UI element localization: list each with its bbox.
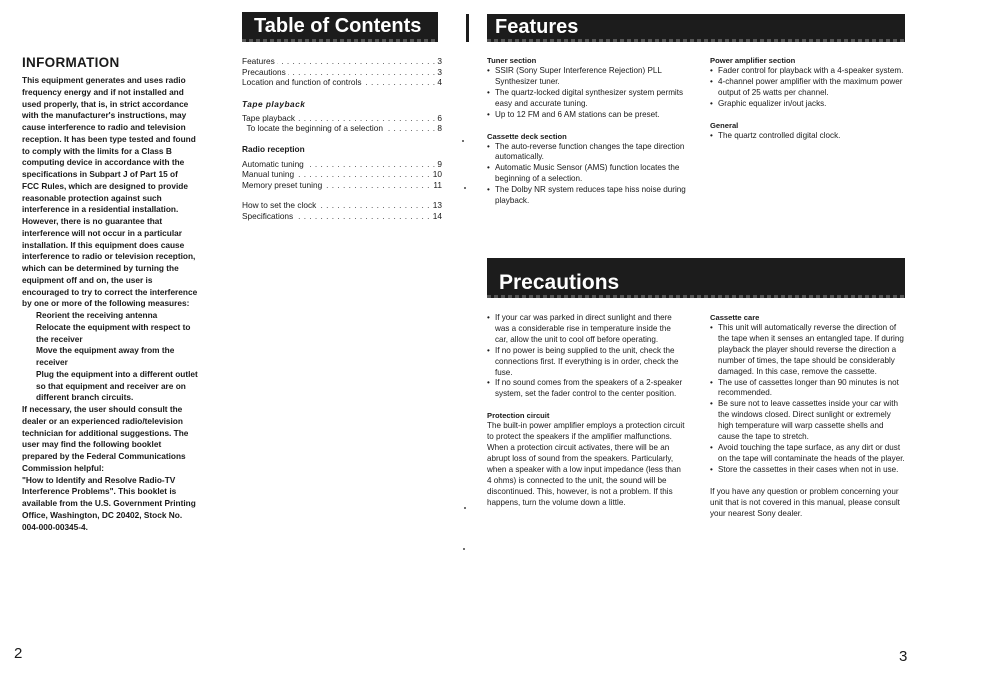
information-line: installation. If this equipment does cause <box>22 239 185 250</box>
information-line: interference in a residential installation. <box>22 204 179 215</box>
precautions-items-list <box>487 313 685 400</box>
information-line: specifications in Subpart J of Part 15 of <box>22 169 178 179</box>
toc-entry-page: 3 <box>437 66 442 77</box>
information-body <box>22 75 222 533</box>
information-line: reasonable protection against such <box>22 192 162 203</box>
toc-entry <box>242 113 442 124</box>
tuner-section-heading: Tuner section <box>487 56 537 65</box>
power-feature-item: • Fader control for playback with a 4-speaker system. <box>710 66 906 77</box>
information-line: interference to radio or television reception, <box>22 251 196 262</box>
toc-entry-page: 4 <box>437 77 442 87</box>
power-amplifier-heading: Power amplifier section <box>710 56 796 65</box>
interference-measure: the receiver <box>36 333 83 344</box>
tuner-feature-item: • The quartz-locked digital synthesizer system permits easy and accurate tuning. <box>487 88 687 110</box>
closing-note: If you have any question or problem concerning your unit that is not covered in this manual, please consult your nearest Sony dealer. <box>710 486 900 518</box>
information-line: which can be determined by turning the <box>22 263 179 273</box>
information-line: prepared by the Federal Communications <box>22 451 186 461</box>
toc-entry-title: Tape playback <box>242 112 296 123</box>
interference-measure: different branch circuits. <box>36 392 134 403</box>
precaution-item: • If no sound comes from the speakers of a 2-speaker system, set the fader control to the center position. <box>487 378 685 400</box>
toc-entry-title: Location and function of controls <box>242 77 362 87</box>
information-line: to comply with the limits for a Class B <box>22 145 172 156</box>
toc-entry-title: How to set the clock <box>242 200 317 210</box>
cassette-care-item: • This unit will automatically reverse the direction of the tape when it senses an entangled tape. If during playback the player should reverse the direction a number of times, the tape should be considerably damaged. In this case, remove the cassette. <box>710 323 906 378</box>
interference-measure: Reorient the receiving antenna <box>36 310 158 320</box>
toc-radio-heading: Radio reception <box>242 143 305 154</box>
information-line: computing device in accordance with the <box>22 157 185 168</box>
toc-entry-page: 6 <box>437 112 442 123</box>
print-speck <box>462 140 464 142</box>
information-heading: INFORMATION <box>22 55 120 70</box>
toc-entry <box>242 67 442 78</box>
features-banner-title: Features <box>495 16 579 38</box>
information-line: reception. It has been type tested and found <box>22 133 196 144</box>
protection-circuit-heading: Protection circuit <box>487 411 550 421</box>
cassette-care-item: • Store the cassettes in their cases when not in use. <box>710 465 906 476</box>
toc-entry-title: Automatic tuning <box>242 158 304 169</box>
toc-entry <box>242 77 442 88</box>
page-number-left: 2 <box>14 645 23 662</box>
precaution-item: • If your car was parked in direct sunlight and there was a considerable rise in temperature inside the car, allow the unit to cool off before operating. <box>487 313 685 346</box>
information-line: used properly, that is, in strict accordance <box>22 98 189 109</box>
toc-entry-page: 10 <box>432 169 442 179</box>
tuner-items-list <box>487 66 687 121</box>
information-line: If necessary, the user should consult the <box>22 404 183 414</box>
toc-entry-title: Specifications <box>242 210 294 221</box>
information-line: user may find the following booklet <box>22 439 162 450</box>
toc-entry-title: Memory preset tuning <box>242 179 323 190</box>
cassette-care-item: • Avoid touching the tape surface, as any dirt or dust on the tape will contaminate the heads of the player. <box>710 443 906 465</box>
toc-entry-page: 14 <box>432 210 442 221</box>
toc-entry-title: Precautions <box>242 66 286 77</box>
information-section <box>22 55 222 533</box>
toc-entry-title: Features <box>242 56 275 66</box>
print-speck <box>463 548 465 550</box>
toc-entry-page: 8 <box>437 123 442 133</box>
toc-entry <box>242 200 442 211</box>
cassette-feature-item: • The Dolby NR system reduces tape hiss noise during playback. <box>487 185 687 207</box>
information-line: Interference Problems". This booklet is <box>22 486 177 497</box>
information-line: Commission helpful: <box>22 462 105 473</box>
tuner-feature-item: • SSIR (Sony Super Interference Rejection) PLL Synthesizer tuner. <box>487 66 687 88</box>
toc-tape-heading: Tape playback <box>242 98 306 109</box>
interference-measure: receiver <box>36 357 68 367</box>
precaution-item: • If no power is being supplied to the unit, check the connections first. If everything is in order, check the fuse. <box>487 346 685 379</box>
information-line: technician for additional suggestions. The <box>22 427 189 438</box>
features-banner <box>487 14 905 42</box>
interference-measure: so that equipment and receiver are on <box>36 380 186 391</box>
precautions-banner-title: Precautions <box>499 271 620 294</box>
interference-measure: Move the equipment away from the <box>36 345 175 356</box>
cassette-items-list <box>487 142 687 207</box>
cassette-care-item: • Be sure not to leave cassettes inside your car with the windows closed. Direct sunlight or extremely high temperature will warp cassette shells and cause the tape to stretch. <box>710 399 906 443</box>
toc-entry <box>242 180 442 191</box>
information-line: by one or more of the following measures: <box>22 298 190 309</box>
information-line: cause interference to radio and television <box>22 122 186 132</box>
information-line: with the manufacturer's instructions, may <box>22 110 187 121</box>
toc-entry <box>242 159 442 170</box>
cassette-feature-item: • Automatic Music Sensor (AMS) function locates the beginning of a selection. <box>487 163 687 185</box>
toc-entry-page: 11 <box>433 179 442 190</box>
toc-entry-page: 3 <box>437 56 442 66</box>
cassette-care-list <box>710 323 906 476</box>
page-number-right: 3 <box>899 648 908 665</box>
toc-banner <box>242 12 438 42</box>
toc-list <box>242 56 442 221</box>
toc-entry-page: 13 <box>432 200 442 210</box>
interference-measure: Relocate the equipment with respect to <box>36 321 191 332</box>
print-speck <box>464 187 466 189</box>
general-items-list <box>710 131 906 142</box>
information-line: available from the U.S. Government Printing <box>22 498 196 508</box>
information-line: equipment off and on, the user is <box>22 274 153 285</box>
information-line: frequency energy and if not installed and <box>22 86 184 97</box>
information-line: interference will not occur in a particular <box>22 227 182 238</box>
precautions-banner <box>487 258 905 298</box>
information-line: FCC Rules, which are designed to provide <box>22 180 188 191</box>
protection-circuit-text: The built-in power amplifier employs a protection circuit to protect the speakers if the amplifier malfunctions. When a protection circuit activates, there will be an abrupt loss of sound from the speakers. Particularly, when a speaker with a low input impedance (less than 4 ohms) is connected to the unit, the sound will be discontinued. This, however, is not a problem. If this happens, turn the volume down a little. <box>487 421 685 507</box>
general-heading: General <box>710 120 739 130</box>
interference-measure: Plug the equipment into a different outlet <box>36 368 198 379</box>
power-items-list <box>710 66 906 110</box>
information-line: Office, Washington, DC 20402, Stock No. <box>22 509 183 520</box>
cassette-care-heading: Cassette care <box>710 313 760 322</box>
power-feature-item: • 4-channel power amplifier with the maximum power output of 25 watts per channel. <box>710 77 906 99</box>
cassette-care-item: • The use of cassettes longer than 90 minutes is not recommended. <box>710 378 906 400</box>
information-line: "How to Identify and Resolve Radio-TV <box>22 474 176 485</box>
power-feature-item: • Graphic equalizer in/out jacks. <box>710 99 906 110</box>
information-line: dealer or an experienced radio/television <box>22 415 183 426</box>
print-speck <box>464 507 466 509</box>
divider-mark <box>466 14 469 42</box>
toc-entry <box>242 211 442 222</box>
toc-entry-title: Manual tuning <box>242 169 295 179</box>
toc-entry <box>242 123 442 134</box>
toc-entry <box>242 169 442 180</box>
precautions-right-column <box>710 313 906 519</box>
information-line: This equipment generates and uses radio <box>22 75 186 85</box>
information-line: encouraged to try to correct the interference <box>22 286 198 297</box>
cassette-deck-heading: Cassette deck section <box>487 131 567 141</box>
general-feature-item: • The quartz controlled digital clock. <box>710 131 906 142</box>
features-left-column <box>487 56 687 207</box>
toc-entry-page: 9 <box>437 158 442 169</box>
information-line: 004-000-00345-4. <box>22 521 88 532</box>
features-right-column <box>710 56 906 142</box>
cassette-feature-item: • The auto-reverse function changes the tape direction automatically. <box>487 142 687 164</box>
toc-entry <box>242 56 442 67</box>
precautions-left-column <box>487 313 685 509</box>
information-line: However, there is no guarantee that <box>22 216 163 226</box>
toc-banner-title: Table of Contents <box>254 15 422 37</box>
toc-entry-title: To locate the beginning of a selection <box>242 123 383 133</box>
tuner-feature-item: • Up to 12 FM and 6 AM stations can be preset. <box>487 110 687 121</box>
